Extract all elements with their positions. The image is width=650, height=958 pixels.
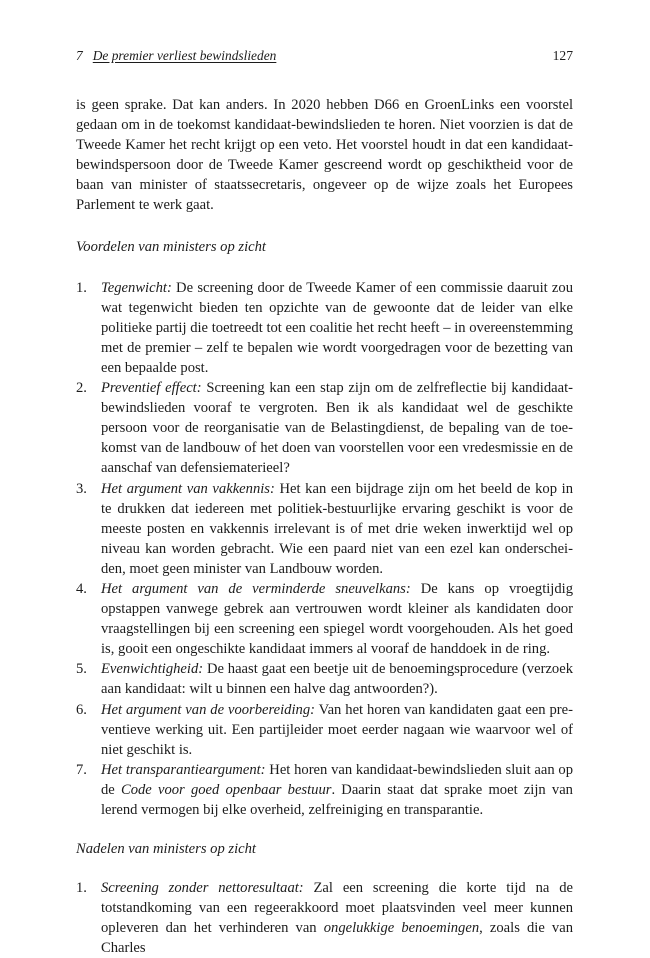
item-term: Het argument van de voorbereiding: (101, 701, 315, 718)
voordelen-list (76, 278, 573, 821)
list-number: 6. (76, 701, 87, 718)
item-term: Screening zonder nettoresultaat: (101, 880, 304, 897)
list-number: 2. (76, 380, 87, 397)
list-number: 1. (76, 880, 87, 897)
list-item (76, 378, 573, 478)
item-text: Het horen van kandidaat-bewindslieden sluit aan op de (101, 761, 573, 798)
item-text: . Daarin staat dat sprake moet zijn van lerend vermogen bij elke overheid, zelfreiniging en transparantie. (101, 781, 573, 818)
section-heading-nadelen: Nadelen van ministers op zicht (76, 841, 256, 858)
intro-paragraph: is geen sprake. Dat kan anders. In 2020 hebben D66 en GroenLinks een voorstel gedaan om in de toekomst kandidaat-bewindslieden te horen. Niet voorzien is dat de Tweede Kamer het recht krijgt op een veto. Het voorstel houdt in dat een kandidaat-bewindspersoon door de Tweede Kamer gescreend wordt op geschiktheid voor de baan van minister of staatssecretaris, ongeveer op de wijze zoals het Europees Parlement te werk gaat. (76, 97, 573, 214)
page-body (76, 95, 573, 958)
list-number: 7. (76, 761, 87, 778)
list-item (76, 878, 573, 958)
list-number: 4. (76, 580, 87, 597)
list-item (76, 579, 573, 659)
page-header (76, 48, 573, 66)
item-text: De kans op vroegtijdig opstappen vanwege gebrek aan vertrouwen wordt kleiner als kandidaten door vraagstellingen bij een screening een spiegel wordt voorgehouden. Als het goed is, gooit een ongeschikte kandidaat immers al vooraf de handdoek in de ring. (101, 580, 573, 658)
chapter-title: De premier verliest bewindslieden (92, 48, 277, 63)
list-item (76, 700, 573, 760)
italic-phrase: ongelukkige benoemingen (323, 920, 480, 937)
list-item (76, 659, 573, 699)
page-number: 127 (552, 48, 573, 63)
item-text: Zal een screening die korte tijd na de totstandkoming van een regeerakkoord moet plaatsvinden veel meer kunnen opleveren dan het verhinderen van (101, 880, 573, 937)
nadelen-list (76, 878, 573, 958)
running-head (76, 48, 276, 64)
list-number: 1. (76, 279, 87, 296)
item-term: Evenwichtigheid: (101, 661, 204, 678)
item-text: De screening door de Tweede Kamer of een commissie daaruit zou wat tegenwicht bieden ten opzichte van de gewoonte dat de leider van elke politieke partij die toetreedt tot een coalitie het recht heeft – in overeenstemming met de premier – zelf te bepalen wie wordt voorgedragen voor de bezetting van een bepaalde post. (101, 279, 573, 376)
list-item (76, 479, 573, 579)
chapter-number: 7 (76, 48, 83, 63)
section-heading-voordelen: Voordelen van ministers op zicht (76, 238, 266, 255)
list-number: 3. (76, 480, 87, 497)
item-term: Preventief effect: (101, 380, 202, 397)
item-text: Van het horen van kandidaten gaat een preventieve werking uit. Een partijleider moet eerder nagaan wie waarvoor wel of niet geschikt is. (101, 701, 574, 758)
code-title: Code voor goed openbaar bestuur (120, 781, 332, 798)
item-text: , zoals die van Charles (101, 920, 573, 957)
list-item (76, 760, 573, 820)
item-term: Het argument van de verminderde sneuvelkans: (101, 580, 411, 597)
item-text: Screening kan een stap zijn om de zelfreflectie bij kandidaat-bewindslieden vooraf te vergroten. Ben ik als kandidaat wel de geschikte persoon voor de reorganisatie van de Belastingdienst, de bepaling van de toekomst van de landbouw of het doen van voorstellen voor een vredesmissie en de aanschaf van defensiematerieel? (101, 380, 573, 477)
list-number: 5. (76, 661, 87, 678)
item-term: Het argument van vakkennis: (101, 480, 275, 497)
item-term: Tegenwicht: (101, 279, 172, 296)
item-text: Het kan een bijdrage zijn om het beeld de kop in te drukken dat iedereen met politiek-bestuurlijke ervaring geschikt is voor de meeste posten en vakkennis irrelevant is of met drie weken inwerktijd wel op niveau kan worden gebracht. Wie een paard niet van een ezel kan onderscheiden, moet geen minister van Landbouw worden. (101, 480, 573, 577)
item-term: Het transparantieargument: (101, 761, 266, 778)
item-text: De haast gaat een beetje uit de benoemingsprocedure (verzoek aan kandidaat: wilt u binnen een halve dag antwoorden?). (101, 661, 573, 698)
list-item (76, 278, 573, 378)
